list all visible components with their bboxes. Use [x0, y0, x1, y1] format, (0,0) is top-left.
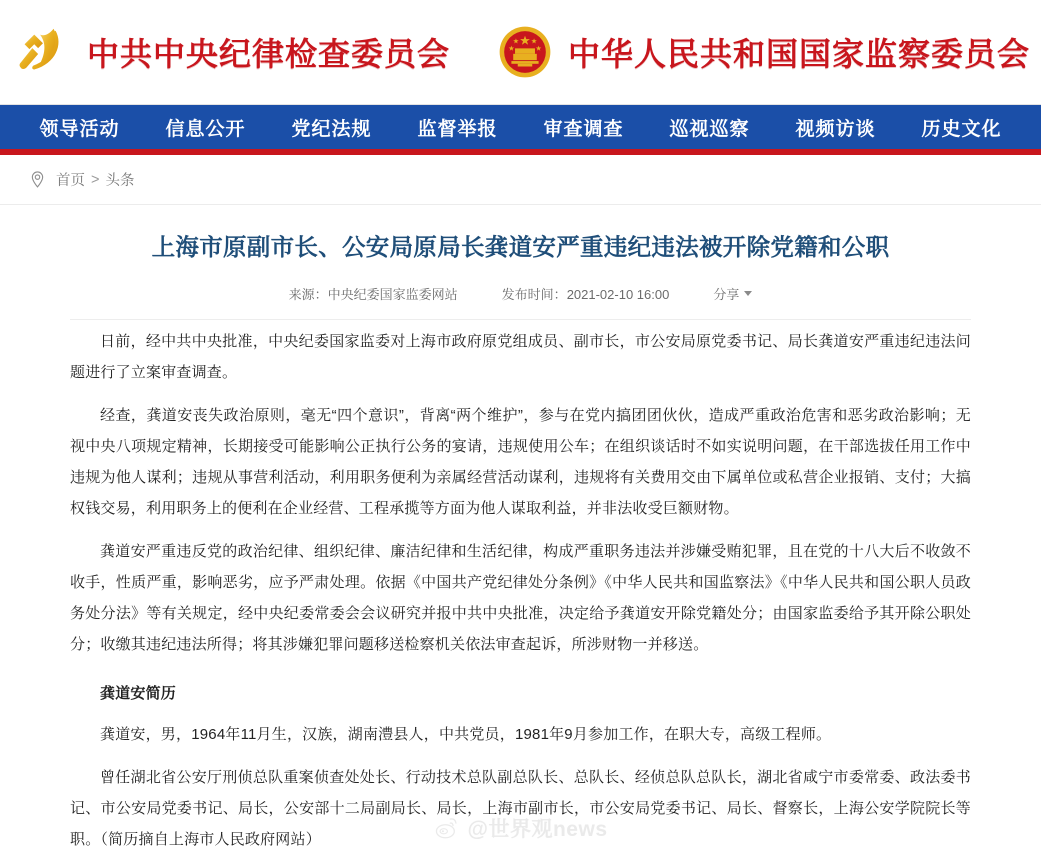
nav-item-leadership[interactable]: 领导活动	[39, 117, 120, 140]
hammer-and-sickle-icon	[11, 21, 73, 83]
org-state[interactable]	[496, 23, 1030, 81]
org-party[interactable]	[11, 21, 450, 83]
article-source	[289, 284, 458, 303]
article-time-label: 发布时间：	[501, 286, 567, 302]
bio-paragraph: 龚道安，男，1964年11月生，汉族，湖南澧县人，中共党员，1981年9月参加工作，在职大专，高级工程师。	[100, 725, 832, 743]
share-label: 分享	[713, 286, 740, 302]
nav-item-regulations[interactable]: 党纪法规	[291, 117, 372, 140]
nav-list	[0, 105, 1041, 149]
article-time-value: 2021-02-10 16:00	[566, 286, 670, 302]
article-source-value: 中央纪委国家监委网站	[327, 286, 458, 302]
share-button[interactable]	[713, 284, 752, 303]
article-meta	[70, 284, 971, 320]
article-source-label: 来源：	[288, 286, 328, 302]
breadcrumb	[0, 155, 1041, 205]
org-state-name: 中华人民共和国国家监察委员会	[568, 35, 1031, 73]
article-paragraph: 日前，经中共中央批准，中央纪委国家监委对上海市政府原党组成员、副市长，市公安局原党委书记、局长龚道安严重违纪违法问题进行了立案审查调查。	[70, 332, 971, 381]
article	[0, 231, 1041, 855]
national-emblem-icon	[496, 23, 554, 81]
bio-heading: 龚道安简历	[100, 684, 177, 702]
nav-item-inspection[interactable]: 巡视巡察	[669, 117, 750, 140]
watermark-text: @世界观news	[467, 818, 608, 841]
org-party-name: 中共中央纪律检查委员会	[86, 35, 450, 73]
nav-item-disclosure[interactable]: 信息公开	[165, 117, 246, 140]
article-paragraph: 龚道安严重违反党的政治纪律、组织纪律、廉洁纪律和生活纪律，构成严重职务违法并涉嫌受贿犯罪，且在党的十八大后不收敛不收手，性质严重，影响恶劣，应予严肃处理。依据《中国共产党纪律处分条例》《中华人民共和国监察法》《中华人民共和国公职人员政务处分法》等有关规定，经中央纪委常委会会议研究并报中共中央批准，决定给予龚道安开除党籍处分；由国家监委给予其开除公职处分；收缴其违纪违法所得；将其涉嫌犯罪问题移送检察机关依法审查起诉，所涉财物一并移送。	[70, 542, 971, 653]
nav-item-video[interactable]: 视频访谈	[795, 117, 876, 140]
nav-item-history[interactable]: 历史文化	[921, 117, 1002, 140]
article-publish-time	[502, 284, 670, 303]
breadcrumb-current[interactable]: 头条	[105, 173, 135, 189]
article-paragraph: 经查，龚道安丧失政治原则，毫无“四个意识”，背离“两个维护”，参与在党内搞团团伙伙，造成严重政治危害和恶劣政治影响；无视中央八项规定精神，长期接受可能影响公正执行公务的宴请，违规使用公车；在组织谈话时不如实说明问题，在干部选拔任用工作中违规为他人谋利；违规从事营利活动，利用职务便利为亲属经营活动谋利，违规将有关费用交由下属单位或私营企业报销、支付；大搞权钱交易，利用职务上的便利在企业经营、工程承揽等方面为他人谋取利益，并非法收受巨额财物。	[70, 406, 971, 517]
breadcrumb-home[interactable]: 首页	[56, 173, 85, 189]
main-navigation	[0, 104, 1041, 149]
bio-paragraph: 曾任湖北省公安厅刑侦总队重案侦查处处长、行动技术总队副总队长、总队长、经侦总队总队长，湖北省咸宁市委常委、政法委书记、市公安局党委书记、局长，公安部十二局副局长、局长，上海市副市长，市公安局党委书记、局长、督察长，上海公安学院院长等职。（简历摘自上海市人民政府网站）	[70, 768, 971, 848]
breadcrumb-separator: >	[91, 171, 100, 188]
masthead	[0, 0, 1041, 104]
nav-item-report[interactable]: 监督举报	[417, 117, 498, 140]
location-pin-icon	[28, 170, 47, 189]
chevron-down-icon	[744, 291, 752, 296]
article-body	[70, 326, 971, 855]
nav-item-investigation[interactable]: 审查调查	[543, 117, 624, 140]
page-title: 上海市原副市长、公安局原局长龚道安严重违纪违法被开除党籍和公职	[151, 234, 890, 260]
